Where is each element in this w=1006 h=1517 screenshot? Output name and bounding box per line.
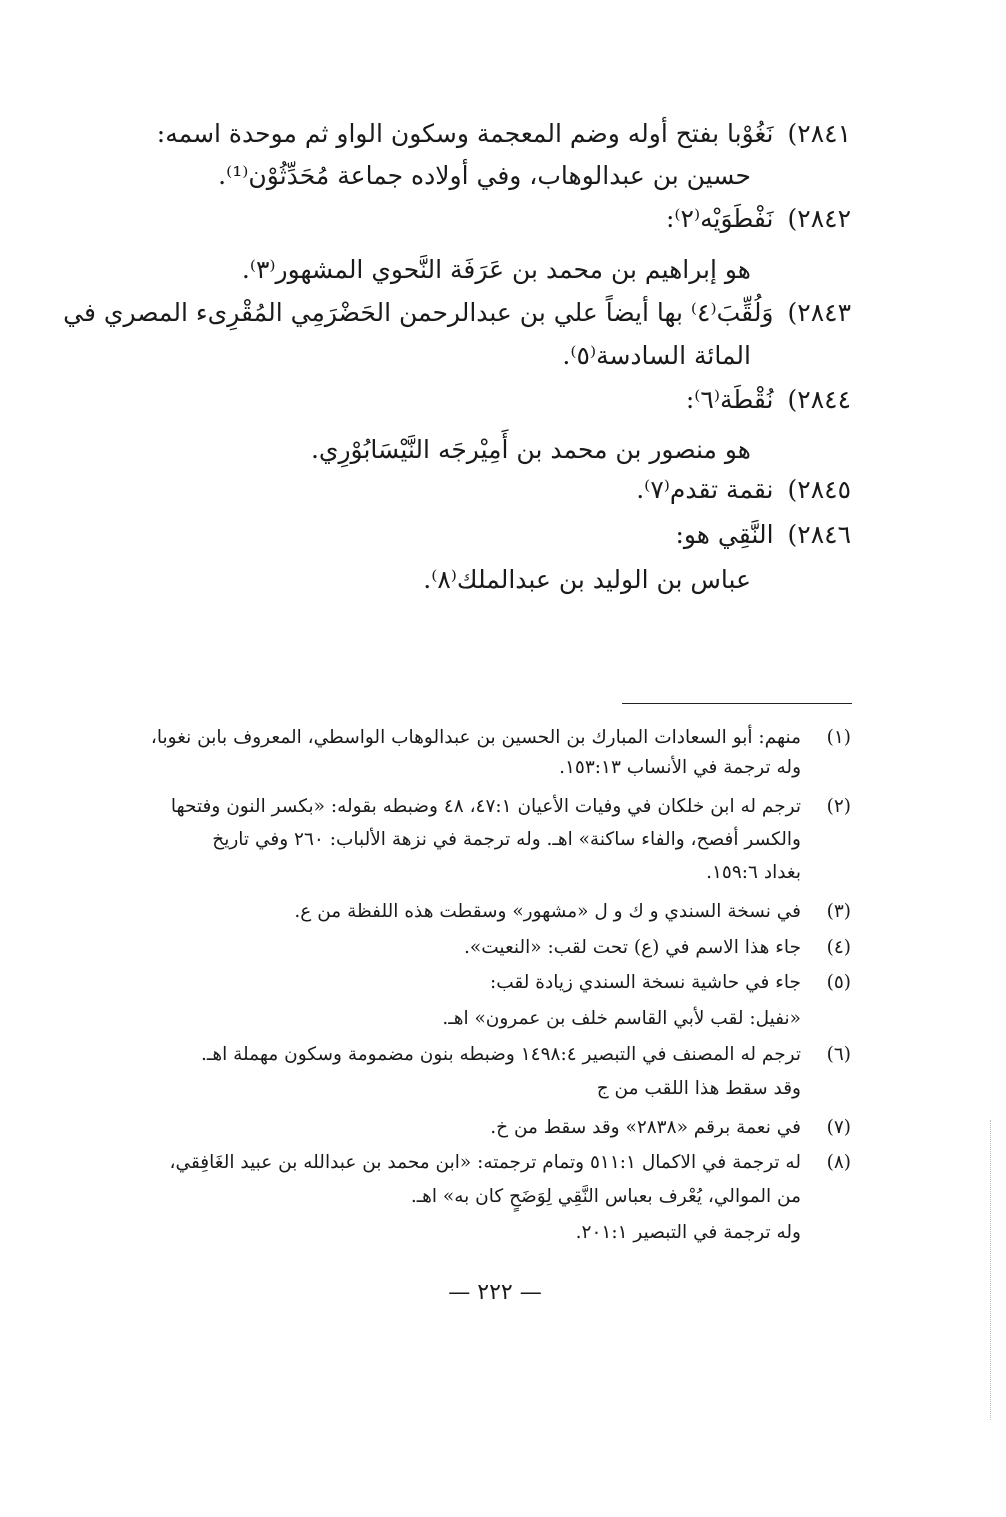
footnote-separator — [622, 703, 852, 704]
entry-2846-continuation: عباس بن الوليد بن عبدالملك⁽٨⁾. — [423, 565, 751, 594]
footnote-line: ترجم له المصنف في التبصير ١٤٩٨:٤ وضبطه بنون مضمومة وسكون مهملة اهـ. — [201, 1044, 801, 1065]
footnote-number: (٧) — [826, 1117, 851, 1138]
entry-number: ٢٨٤١) — [787, 119, 851, 148]
footnote-number: (٤) — [826, 937, 851, 958]
entry-2844 — [686, 380, 851, 420]
footnote-number: (٦) — [826, 1044, 851, 1065]
footnote-line: جاء في حاشية نسخة السندي زيادة لقب: — [489, 972, 801, 993]
footnote-line: بغداد ١٥٩:٦. — [706, 862, 801, 883]
scan-edge-marks — [990, 1120, 991, 1420]
footnote-line: جاء هذا الاسم في (ع) تحت لقب: «النعيت». — [464, 937, 801, 958]
entry-number: ٢٨٤٤) — [787, 385, 851, 414]
entry-number: ٢٨٤٢) — [787, 204, 851, 233]
footnote-number: (٣) — [826, 901, 851, 922]
footnote-line: في نسخة السندي و ك و ل «مشهور» وسقطت هذه اللفظة من ع. — [294, 901, 801, 922]
entry-2843-continuation: المائة السادسة⁽٥⁾. — [562, 341, 751, 370]
footnote-line: له ترجمة في الاكمال ٥١١:١ وتمام ترجمته: «ابن محمد بن عبدالله بن عبيد الغَافِقي، — [169, 1152, 801, 1173]
entry-text: النَّقِي هو: — [675, 520, 774, 549]
footnote-line: وله ترجمة في التبصير ٢٠١:١. — [575, 1222, 801, 1243]
footnote-7 — [490, 1113, 851, 1143]
entry-number: ٢٨٤٣) — [787, 298, 851, 327]
page-number: — ٢٢٢ — — [448, 1280, 542, 1305]
footnote-line: والكسر أفصح، والفاء ساكنة» اهـ. وله ترجمة في نزهة الألباب: ٢٦٠ وفي تاريخ — [212, 829, 801, 850]
footnote-line: ترجم له ابن خلكان في وفيات الأعيان ٤٧:١، ٤٨ وضبطه بقوله: «بكسر النون وفتحها — [170, 796, 801, 817]
entry-2841 — [157, 114, 851, 154]
footnote-number: (١) — [826, 727, 851, 748]
footnote-line: في نعمة برقم «٢٨٣٨» وقد سقط من خ. — [490, 1117, 801, 1138]
entry-text: نُقْطَة⁽٦⁾: — [685, 385, 774, 414]
entry-2843 — [63, 293, 851, 333]
entry-text: نَفْطَوَيْه⁽٢⁾: — [665, 204, 774, 233]
footnote-line: «نفيل: لقب لأبي القاسم خلف بن عمرون» اهـ. — [442, 1008, 801, 1029]
footnote-number: (٢) — [826, 796, 851, 817]
entry-2841-continuation: حسين بن عبدالوهاب، وفي أولاده جماعة مُحَدِّثُوْن⁽¹⁾. — [218, 161, 751, 190]
entry-text: وَلُقِّبَ⁽٤⁾ بها أيضاً علي بن عبدالرحمن الحَضْرَمِي المُقْرِىء المصري في — [63, 298, 774, 327]
footnote-4 — [464, 933, 851, 963]
footnote-line: وقد سقط هذا اللقب من ج — [596, 1078, 801, 1099]
footnote-1 — [151, 723, 851, 753]
entry-text: نَغُوْبا بفتح أوله وضم المعجمة وسكون الواو ثم موحدة اسمه: — [156, 119, 774, 148]
footnote-number: (٥) — [826, 972, 851, 993]
entry-2842-continuation: هو إبراهيم بن محمد بن عَرَفَة النَّحوي المشهور⁽٣⁾. — [241, 255, 751, 284]
footnote-line: وله ترجمة في الأنساب ١٥٣:١٣. — [559, 757, 801, 778]
footnote-number: (٨) — [826, 1152, 851, 1173]
entry-text: نقمة تقدم⁽٧⁾. — [636, 475, 774, 504]
footnote-2 — [171, 792, 851, 822]
entry-2845 — [636, 470, 851, 510]
entry-2842 — [666, 199, 851, 239]
entry-2844-continuation: هو منصور بن محمد بن أَمِيْرجَه النَّيْسَابُوْرِي. — [310, 435, 751, 464]
entry-number: ٢٨٤٥) — [787, 475, 851, 504]
footnote-5 — [490, 968, 851, 998]
entry-number: ٢٨٤٦) — [787, 520, 851, 549]
footnote-line: منهم: أبو السعادات المبارك بن الحسين بن عبدالوهاب الواسطي، المعروف بابن نغوبا، — [150, 727, 801, 748]
entry-2846 — [675, 515, 851, 555]
footnote-6 — [201, 1040, 851, 1070]
footnote-3 — [294, 897, 851, 927]
footnote-line: من الموالي، يُعْرف بعباس النَّقِي لِوَضَحٍ كان به» اهـ. — [410, 1186, 801, 1207]
footnote-8 — [170, 1148, 851, 1178]
